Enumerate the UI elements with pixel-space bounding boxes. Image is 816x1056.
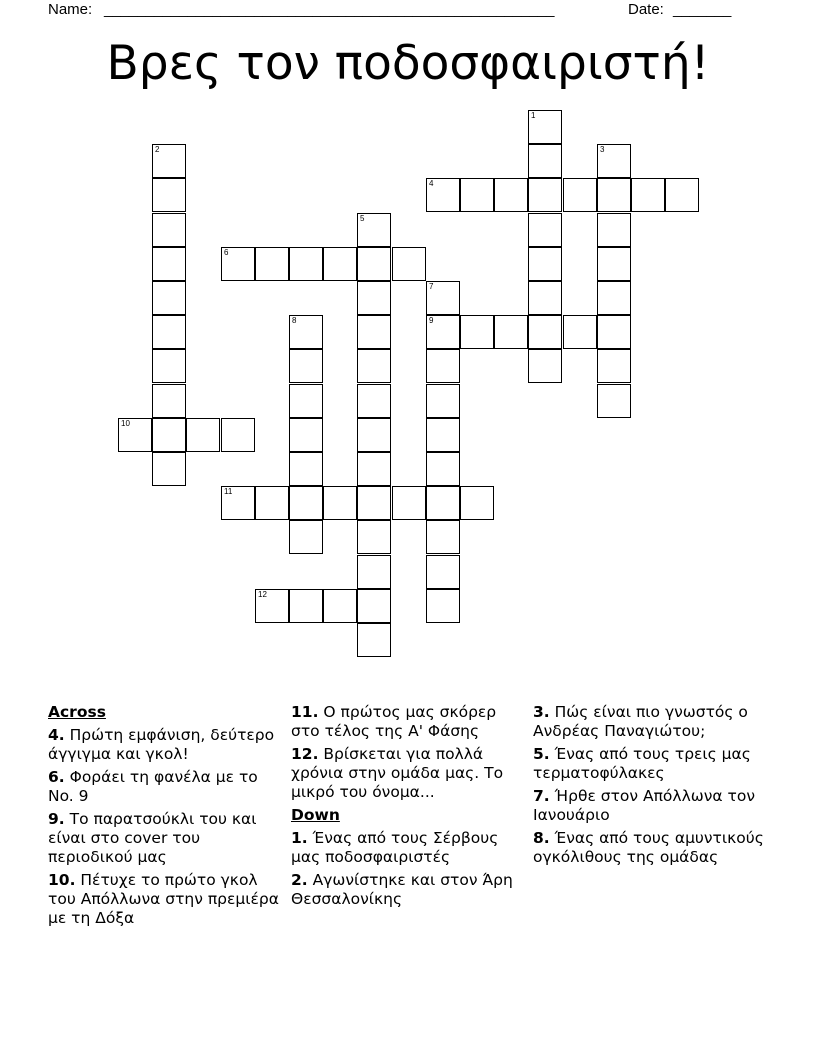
grid-cell[interactable] [357, 213, 391, 247]
grid-cell[interactable] [563, 178, 597, 212]
grid-cell[interactable] [152, 349, 186, 383]
clue-across-6: 6. Φοράει τη φανέλα με το No. 9 [48, 768, 258, 805]
grid-cell[interactable] [528, 315, 562, 349]
cell-number: 4 [429, 179, 434, 188]
clues-column-1 [48, 703, 280, 932]
clue-across-10: 10. Πέτυχε το πρώτο γκολ του Απόλλωνα στην πρεμιέρα με τη Δόξα [48, 871, 279, 927]
grid-cell[interactable] [357, 555, 391, 589]
grid-cell[interactable] [323, 486, 357, 520]
page-title: Βρες τον ποδοσφαιριστή! [106, 36, 710, 91]
clue-down-8: 8. Ένας από τους αμυντικούς ογκόλιθους της ομάδας [533, 829, 764, 866]
grid-cell[interactable] [597, 315, 631, 349]
clue-across-4: 4. Πρώτη εμφάνιση, δεύτερο άγγιγμα και γκολ! [48, 726, 275, 763]
clue-down-3: 3. Πώς είναι πιο γνωστός ο Ανδρέας Παναγιώτου; [533, 703, 748, 740]
grid-cell[interactable] [528, 281, 562, 315]
grid-cell[interactable] [289, 520, 323, 554]
grid-cell[interactable] [597, 247, 631, 281]
grid-cell[interactable] [528, 144, 562, 178]
grid-cell[interactable] [528, 178, 562, 212]
grid-cell[interactable] [152, 213, 186, 247]
grid-cell[interactable] [289, 418, 323, 452]
grid-cell[interactable] [357, 247, 391, 281]
cell-number: 9 [429, 316, 434, 325]
grid-cell[interactable] [426, 281, 460, 315]
across-heading: Across [48, 703, 106, 721]
name-label: Name: [48, 1, 93, 18]
grid-cell[interactable] [357, 384, 391, 418]
grid-cell[interactable] [118, 418, 152, 452]
cell-number: 2 [155, 145, 160, 154]
grid-cell[interactable] [357, 520, 391, 554]
cell-number: 3 [600, 145, 605, 154]
grid-cell[interactable] [186, 418, 220, 452]
grid-cell[interactable] [357, 623, 391, 657]
grid-cell[interactable] [528, 349, 562, 383]
grid-cell[interactable] [323, 589, 357, 623]
grid-cell[interactable] [392, 247, 426, 281]
down-heading: Down [291, 806, 340, 824]
clue-across-11: 11. Ο πρώτος μας σκόρερ στο τέλος της Α' Φάσης [291, 703, 497, 740]
grid-cell[interactable] [597, 384, 631, 418]
grid-cell[interactable] [255, 486, 289, 520]
grid-cell[interactable] [597, 213, 631, 247]
date-label: Date: [628, 1, 664, 18]
grid-cell[interactable] [357, 418, 391, 452]
cell-number: 12 [258, 590, 267, 599]
grid-cell[interactable] [460, 315, 494, 349]
clue-down-5: 5. Ένας από τους τρεις μας τερματοφύλακες [533, 745, 751, 782]
grid-cell[interactable] [152, 384, 186, 418]
cell-number: 11 [224, 487, 233, 496]
grid-cell[interactable] [357, 281, 391, 315]
grid-cell[interactable] [426, 486, 460, 520]
grid-cell[interactable] [597, 281, 631, 315]
grid-cell[interactable] [152, 144, 186, 178]
grid-cell[interactable] [289, 315, 323, 349]
clues-column-2 [291, 703, 515, 913]
grid-cell[interactable] [289, 486, 323, 520]
grid-cell[interactable] [528, 247, 562, 281]
grid-cell[interactable] [460, 486, 494, 520]
clue-down-1: 1. Ένας από τους Σέρβους μας ποδοσφαιριστές [291, 829, 499, 866]
grid-cell[interactable] [255, 589, 289, 623]
grid-cell[interactable] [357, 452, 391, 486]
cell-number: 1 [531, 111, 536, 120]
grid-cell[interactable] [597, 178, 631, 212]
clues-column-3 [533, 703, 773, 871]
clue-down-2: 2. Αγωνίστηκε και στον Άρη Θεσσαλονίκης [291, 871, 513, 908]
grid-cell[interactable] [665, 178, 699, 212]
grid-cell[interactable] [357, 486, 391, 520]
date-line: _______ [673, 1, 732, 18]
grid-cell[interactable] [528, 110, 562, 144]
grid-cell[interactable] [426, 178, 460, 212]
grid-cell[interactable] [152, 452, 186, 486]
grid-cell[interactable] [597, 144, 631, 178]
grid-cell[interactable] [289, 384, 323, 418]
grid-cell[interactable] [426, 589, 460, 623]
clue-down-7: 7. Ήρθε στον Απόλλωνα τον Ιανουάριο [533, 787, 755, 824]
grid-cell[interactable] [152, 178, 186, 212]
grid-cell[interactable] [357, 315, 391, 349]
grid-cell[interactable] [289, 247, 323, 281]
clue-across-12: 12. Βρίσκεται για πολλά χρόνια στην ομάδα μας. Το μικρό του όνομα... [291, 745, 504, 801]
grid-cell[interactable] [152, 315, 186, 349]
cell-number: 7 [429, 282, 434, 291]
grid-cell[interactable] [221, 486, 255, 520]
grid-cell[interactable] [528, 213, 562, 247]
grid-cell[interactable] [289, 349, 323, 383]
grid-cell[interactable] [426, 520, 460, 554]
grid-cell[interactable] [426, 384, 460, 418]
grid-cell[interactable] [426, 349, 460, 383]
grid-cell[interactable] [460, 178, 494, 212]
name-line: ______________________________________________________ [104, 1, 555, 18]
cell-number: 6 [224, 248, 229, 257]
grid-cell[interactable] [323, 247, 357, 281]
grid-cell[interactable] [426, 555, 460, 589]
cell-number: 5 [360, 214, 365, 223]
grid-cell[interactable] [631, 178, 665, 212]
grid-cell[interactable] [152, 281, 186, 315]
grid-cell[interactable] [392, 486, 426, 520]
grid-cell[interactable] [152, 247, 186, 281]
grid-cell[interactable] [221, 418, 255, 452]
grid-cell[interactable] [357, 349, 391, 383]
grid-cell[interactable] [255, 247, 289, 281]
grid-cell[interactable] [357, 589, 391, 623]
grid-cell[interactable] [494, 178, 528, 212]
grid-cell[interactable] [494, 315, 528, 349]
grid-cell[interactable] [289, 452, 323, 486]
cell-number: 8 [292, 316, 297, 325]
grid-cell[interactable] [221, 247, 255, 281]
grid-cell[interactable] [426, 315, 460, 349]
grid-cell[interactable] [289, 589, 323, 623]
grid-cell[interactable] [563, 315, 597, 349]
clue-across-9: 9. Το παρατσούκλι του και είναι στο cover του περιοδικού μας [48, 810, 257, 866]
grid-cell[interactable] [597, 349, 631, 383]
grid-cell[interactable] [152, 418, 186, 452]
grid-cell[interactable] [426, 418, 460, 452]
grid-cell[interactable] [426, 452, 460, 486]
cell-number: 10 [121, 419, 130, 428]
